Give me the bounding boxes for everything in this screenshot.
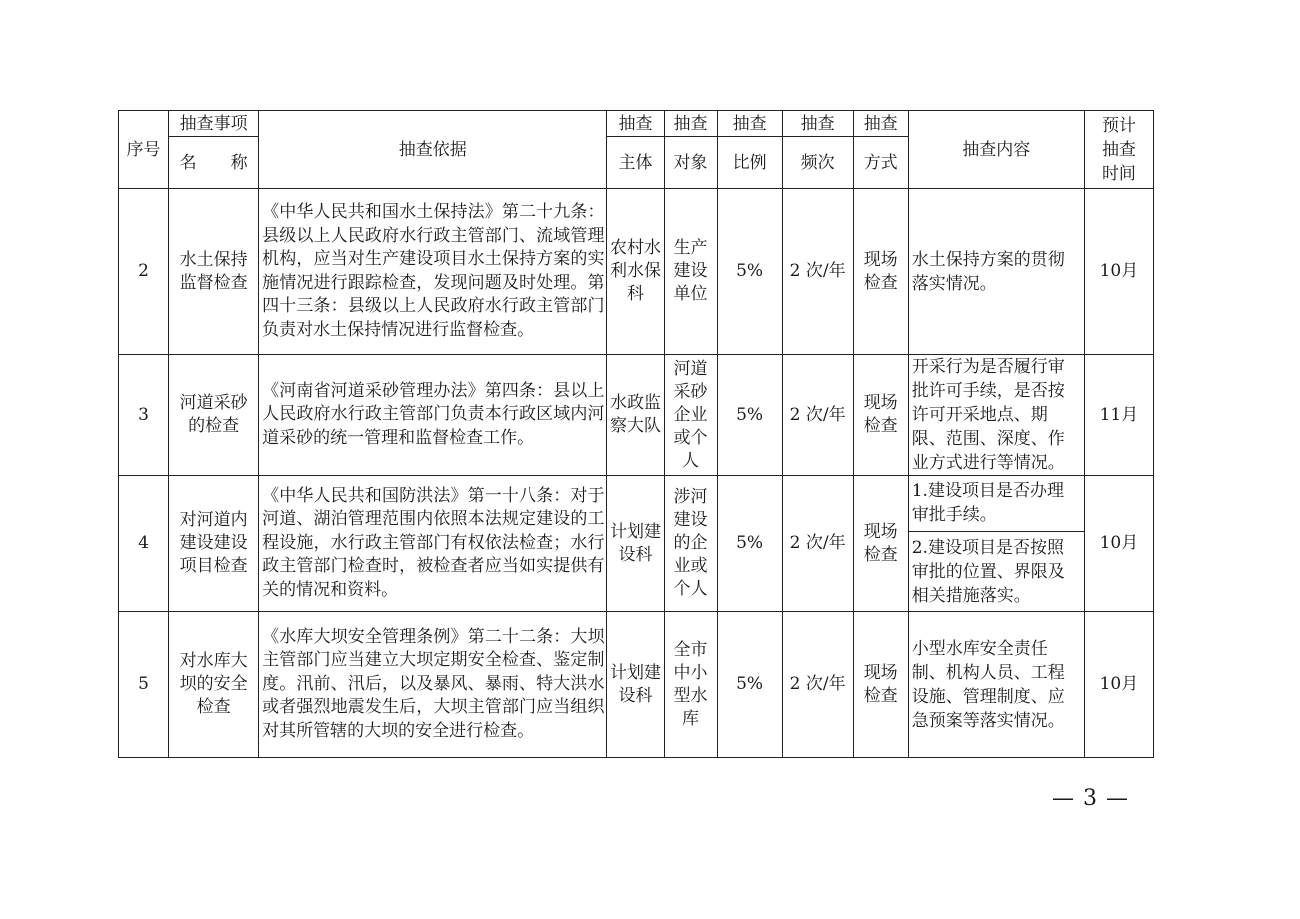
row-basis: 《河南省河道采砂管理办法》第四条：县以上人民政府水行政主管部门负责本行政区域内河道采砂的统一管理和监督检查工作。 — [259, 355, 607, 476]
row-ratio: 5% — [717, 612, 782, 758]
row-content: 开采行为是否履行审批许可手续，是否按许可开采地点、期限、范围、深度、作业方式进行等情况。 — [908, 355, 1084, 476]
row-subject: 计划建设科 — [607, 612, 664, 758]
row-basis: 《水库大坝安全管理条例》第二十二条：大坝主管部门应当建立大坝定期安全检查、鉴定制度。汛前、汛后，以及暴风、暴雨、特大洪水或者强烈地震发生后，大坝主管部门应当组织对其所管辖的大坝的安全进行检查。 — [259, 612, 607, 758]
row-freq: 2 次/年 — [782, 612, 853, 758]
row-object: 全市中小型水库 — [664, 612, 717, 758]
header-item-group: 抽查事项 — [169, 111, 259, 137]
header-time-line3: 时间 — [1101, 163, 1136, 184]
header-object-bottom: 对象 — [664, 137, 717, 189]
header-item-name — [169, 137, 259, 189]
header-subject-top: 抽查 — [607, 111, 664, 137]
row-seq: 4 — [119, 476, 169, 612]
row-content-item-1: 1.建设项目是否办理审批手续。 — [909, 476, 1084, 532]
header-row-top — [119, 111, 1154, 137]
row-seq: 3 — [119, 355, 169, 476]
row-object: 河道采砂企业或个人 — [664, 355, 717, 476]
row-name: 对河道内建设建设项目检查 — [169, 476, 259, 612]
row-ratio: 5% — [717, 476, 782, 612]
row-subject: 水政监察大队 — [607, 355, 664, 476]
row-time: 10月 — [1084, 612, 1153, 758]
row-seq: 2 — [119, 189, 169, 355]
header-object-top: 抽查 — [664, 111, 717, 137]
inspection-table — [118, 110, 1154, 758]
row-name: 对水库大坝的安全检查 — [169, 612, 259, 758]
header-basis: 抽查依据 — [259, 111, 607, 189]
header-time — [1084, 111, 1153, 189]
row-time: 11月 — [1084, 355, 1153, 476]
header-subject-bottom: 主体 — [607, 137, 664, 189]
header-ratio-top: 抽查 — [717, 111, 782, 137]
row-basis: 《中华人民共和国水土保持法》第二十九条：县级以上人民政府水行政主管部门、流域管理机构，应当对生产建设项目水土保持方案的实施情况进行跟踪检查，发现问题及时处理。第四十三条：县级以上人民政府水行政主管部门负责对水土保持情况进行监督检查。 — [259, 189, 607, 355]
row-method: 现场检查 — [853, 476, 908, 612]
row-ratio: 5% — [717, 189, 782, 355]
row-name: 水土保持监督检查 — [169, 189, 259, 355]
row-content: 水土保持方案的贯彻落实情况。 — [908, 189, 1084, 355]
row-time: 10月 — [1084, 476, 1153, 612]
header-content: 抽查内容 — [908, 111, 1084, 189]
header-method-top: 抽查 — [853, 111, 908, 137]
header-time-line1: 预计 — [1101, 115, 1136, 136]
header-freq-top: 抽查 — [782, 111, 853, 137]
header-freq-bottom: 频次 — [782, 137, 853, 189]
row-content-split — [908, 476, 1084, 612]
page-number: — 3 — — [1052, 786, 1129, 811]
row-basis: 《中华人民共和国防洪法》第一十八条：对于河道、湖泊管理范围内依照本法规定建设的工程设施，水行政主管部门有权依法检查；水行政主管部门检查时，被检查者应当如实提供有关的情况和资料。 — [259, 476, 607, 612]
row-time: 10月 — [1084, 189, 1153, 355]
row-object: 涉河建设的企业或个人 — [664, 476, 717, 612]
table-row — [119, 476, 1154, 612]
row-subject: 计划建设科 — [607, 476, 664, 612]
header-item-name-label: 名 称 — [179, 152, 248, 173]
row-freq: 2 次/年 — [782, 189, 853, 355]
row-subject: 农村水利水保科 — [607, 189, 664, 355]
row-freq: 2 次/年 — [782, 476, 853, 612]
table-row — [119, 355, 1154, 476]
table-row — [119, 189, 1154, 355]
row-name: 河道采砂的检查 — [169, 355, 259, 476]
row-method: 现场检查 — [853, 612, 908, 758]
table-row — [119, 612, 1154, 758]
row-freq: 2 次/年 — [782, 355, 853, 476]
row-object: 生产建设单位 — [664, 189, 717, 355]
content-subtable — [909, 476, 1084, 611]
row-content-item-2: 2.建设项目是否按照审批的位置、界限及相关措施落实。 — [911, 538, 1065, 606]
row-seq: 5 — [119, 612, 169, 758]
header-time-line2: 抽查 — [1101, 139, 1136, 160]
row-method: 现场检查 — [853, 355, 908, 476]
row-ratio: 5% — [717, 355, 782, 476]
row-content: 小型水库安全责任制、机构人员、工程设施、管理制度、应急预案等落实情况。 — [908, 612, 1084, 758]
header-seq: 序号 — [119, 111, 169, 189]
row-method: 现场检查 — [853, 189, 908, 355]
header-ratio-bottom: 比例 — [717, 137, 782, 189]
header-method-bottom: 方式 — [853, 137, 908, 189]
